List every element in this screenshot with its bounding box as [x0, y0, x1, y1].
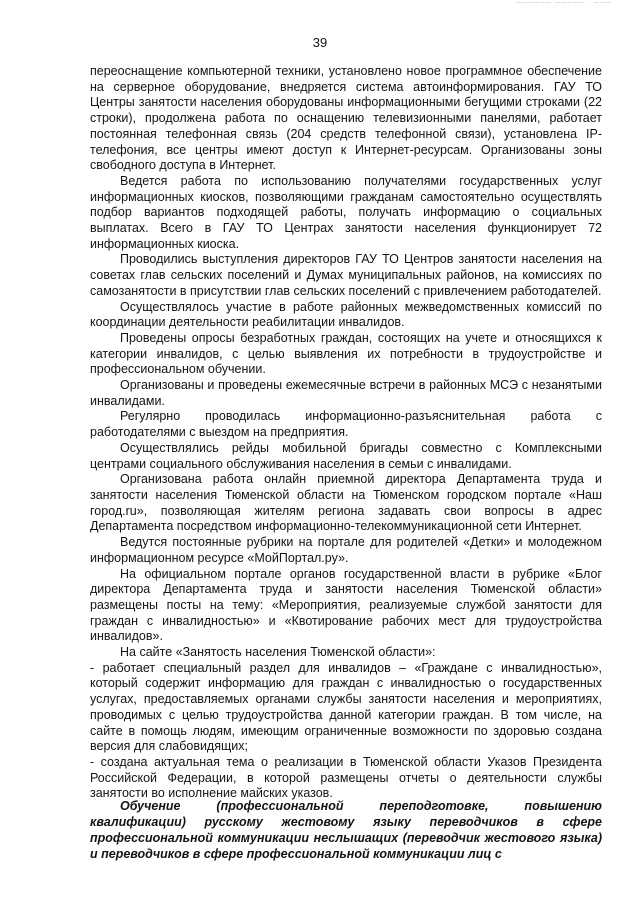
page-number: 39 [312, 35, 328, 50]
paragraph: Организованы и проведены ежемесячные встречи в районных МСЭ с незанятыми инвалидами. [90, 378, 602, 408]
list-item: - создана актуальная тема о реализации в Тюменской области Указов Президента Российской Федерации, в которой размещены отчеты о деятельности службы занятости во исполнение майских указов. [90, 754, 602, 801]
paragraph: Проведены опросы безработных граждан, состоящих на учете и относящихся к категории инвалидов, с целью выявления их потребности в трудоустройстве и профессиональном обучении. [90, 330, 602, 377]
paragraph: Проводились выступления директоров ГАУ ТО Центров занятости населения на советах глав сельских поселений и Думах муниципальных районов, на комиссиях по самозанятости в присутствии глав сельских поселений с привлечением работодателей. [90, 252, 602, 298]
paragraph: На сайте «Занятость населения Тюменской области»: [120, 645, 436, 660]
paragraph: На официальном портале органов государственной власти в рубрике «Блог директора Департамента труда и занятости населения Тюменской области» размещены посты на тему: «Мероприятия, реализуемые службой занятости для граждан с инвалидностью» и «Квотирование рабочих мест для трудоустройства инвалидов». [90, 566, 602, 644]
paragraph: Осуществлялись рейды мобильной бригады совместно с Комплексными центрами социального обслуживания населения в семьи с инвалидами. [90, 440, 602, 471]
paragraph: Организована работа онлайн приемной директора Департамента труда и занятости населения Тюменской области на Тюменском городском портале «Наш город.ru», позволяющая жителям региона задавать свои вопросы в адрес Департамента посредством информационно-телекоммуникационной сети Интернет. [90, 472, 602, 534]
paragraph: переоснащение компьютерной техники, установлено новое программное обеспечение на серверное оборудование, внедряется система автоинформирования. ГАУ ТО Центры занятости населения оборудованы информационными бегущими строками (22 строки), продолжена работа по оснащению телевизионными панелями, работает постоянная телефонная связь (204 средств телефонной связи), установлена IP-телефония, все центры имеют доступ к Интернет-ресурсам. Организованы зоны свободного доступа в Интернет. [90, 64, 602, 173]
body-text [90, 64, 602, 802]
header-corner-mark: ────── ───── · ─── [516, 0, 612, 7]
list-item: - работает специальный раздел для инвалидов – «Граждане с инвалидностью», который содержит информацию для граждан с инвалидностью о государственных услугах, предоставляемых органами службы занятости населения и мероприятиях, проводимых с целью трудоустройства данной категории граждан. В том числе, на сайте в помощь людям, имеющим ограниченные возможности по здоровью создана версия для слабовидящих; [90, 660, 602, 754]
section-heading: Обучение (профессиональной переподготовке, повышению квалификации) русскому жестовому языку переводчиков в сфере профессиональной коммуникации неслышащих (переводчик жестового языка) и переводчиков в сфере профессиональной коммуникации лиц с [90, 799, 602, 861]
paragraph: Осуществлялось участие в работе районных межведомственных комиссий по координации деятельности реабилитации инвалидов. [90, 299, 602, 330]
paragraph: Регулярно проводилась информационно-разъяснительная работа с работодателями с выездом на предприятия. [90, 409, 602, 440]
paragraph: Ведется работа по использованию получателями государственных услуг информационных киосков, позволяющими гражданам самостоятельно осуществлять подбор вариантов подходящей работы, получать информацию о социальных выплатах. Всего в ГАУ ТО Центрах занятости населения функционирует 72 информационных киоска. [90, 173, 602, 251]
paragraph: Ведутся постоянные рубрики на портале для родителей «Детки» и молодежном информационном ресурсе «МойПортал.ру». [90, 535, 602, 565]
